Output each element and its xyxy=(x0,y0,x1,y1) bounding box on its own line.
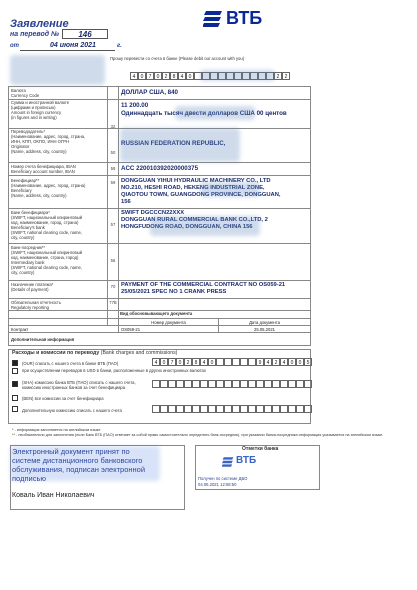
digit-cell xyxy=(152,405,160,413)
digit-cell xyxy=(160,405,168,413)
digit-cell: 7 xyxy=(168,358,176,366)
digit-cell xyxy=(216,405,224,413)
digit-cell: 0 xyxy=(138,72,146,80)
from-label: от xyxy=(10,43,19,49)
amount-label: Сумма и иностранной валюте (цифрами и прописью) Amount in foreign currency (in figures and in writing) xyxy=(11,100,70,120)
vtb-logo xyxy=(203,8,273,30)
charges-account-digits xyxy=(152,358,312,366)
form-title: Заявление xyxy=(10,18,69,30)
digit-cell: 9 xyxy=(256,358,264,366)
label-divider xyxy=(107,86,108,326)
digit-cell: 0 xyxy=(296,358,304,366)
charges-title-ru: Расходы и комиссии по переводу xyxy=(12,350,100,356)
request-date: 04 июня 2021 xyxy=(50,42,96,49)
digit-cell: 4 xyxy=(178,72,186,80)
digit-cell xyxy=(232,405,240,413)
row-divider xyxy=(8,280,311,281)
charges-title xyxy=(12,351,177,356)
digit-cell xyxy=(168,405,176,413)
digit-cell xyxy=(280,405,288,413)
digit-cell xyxy=(200,380,208,388)
digit-cell: 0 xyxy=(288,358,296,366)
beneficiary-code: 59 xyxy=(110,180,116,185)
charges-ben-checkbox[interactable] xyxy=(12,395,18,401)
digit-cell xyxy=(208,380,216,388)
digit-cell xyxy=(192,380,200,388)
charges-ben-label: (BEN) все комиссии за счет бенефициара xyxy=(22,396,104,401)
bank-code: 57 xyxy=(110,222,116,227)
vtb-stripes-icon xyxy=(222,457,234,467)
digit-cell xyxy=(184,405,192,413)
intermediary-code: 56 xyxy=(110,258,116,263)
amount-code: 32 xyxy=(110,124,116,129)
doc-table-title: Вид обосновывающего документа xyxy=(120,311,193,316)
digit-cell xyxy=(208,405,216,413)
charges-our-note-checkbox[interactable] xyxy=(12,368,18,374)
purpose-code: 70 xyxy=(110,284,116,289)
digit-cell: 8 xyxy=(170,72,178,80)
redacted-beneficiary xyxy=(200,182,260,197)
digit-cell xyxy=(192,405,200,413)
digit-cell xyxy=(288,380,296,388)
charges-title-en: (Bank charges and commissions) xyxy=(100,350,178,356)
footnote-1: * - информация заполняется на английском языке xyxy=(12,428,101,432)
originator-code: 50 xyxy=(110,150,116,155)
doc-table xyxy=(8,318,311,333)
doc-col-number: Номер документа xyxy=(119,319,219,326)
digit-cell: 7 xyxy=(146,72,154,80)
digit-cell xyxy=(272,405,280,413)
redacted-sender xyxy=(10,55,105,85)
digit-cell xyxy=(296,405,304,413)
extra-account-digits xyxy=(152,405,312,413)
digit-cell: 4 xyxy=(130,72,138,80)
digit-cell xyxy=(304,405,312,413)
digit-cell xyxy=(288,405,296,413)
doc-row-label: Контракт xyxy=(9,326,119,333)
digit-cell xyxy=(248,405,256,413)
iban-value: ACC 220010392020000375 xyxy=(121,165,199,172)
digit-cell: 2 xyxy=(282,72,290,80)
charges-our-label: (OUR) списать с нашего счета в банке ВТБ (ПАО) xyxy=(22,361,119,366)
digit-cell xyxy=(248,380,256,388)
row-divider xyxy=(8,175,311,176)
signature-stamp: Электронный документ принят по системе дистанционного банковского обслуживания, подписан электронной подписью xyxy=(12,447,146,483)
currency-value: ДОЛЛАР США, 840 xyxy=(121,89,178,96)
digit-cell xyxy=(168,380,176,388)
charges-our-checkbox[interactable] xyxy=(12,360,18,366)
digit-cell xyxy=(296,380,304,388)
bank-mark-title: Отметки банка xyxy=(242,446,279,452)
transfer-label: на перевод № xyxy=(10,31,60,38)
digit-cell xyxy=(280,380,288,388)
iban-code: 59 xyxy=(110,166,116,171)
currency-label: Валюта Currency Code xyxy=(11,88,40,98)
row-divider xyxy=(8,162,311,163)
digit-cell xyxy=(160,380,168,388)
sha-account-digits xyxy=(152,380,312,388)
beneficiary-value: DONGGUAN YIHUI HYDRAULIC MACHINERY CO., LTD NO.210, HESHI ROAD, HEKENG INDUSTRIAL ZONE, QIAOTOU TOWN, GUANGDONG PROVINCE, DONGGUAN, 156 xyxy=(121,178,281,205)
code-divider xyxy=(118,86,119,326)
bank-mark-time: 04.06.2021 12:58:50 xyxy=(198,482,237,487)
charges-our-note: при осуществлении переводов в USD в банки, расположенные в других иностранных валютах xyxy=(22,368,206,373)
bank-mark-received: Получен по системе ДБО xyxy=(198,476,248,481)
debit-note: Прошу перевести со счета в банке (Please debit our account with you) xyxy=(110,56,245,61)
signature-stamp-tint xyxy=(10,446,160,481)
row-divider xyxy=(8,298,311,299)
digit-cell: 0 xyxy=(160,358,168,366)
digit-cell xyxy=(256,405,264,413)
digit-cell xyxy=(240,405,248,413)
digit-cell: 2 xyxy=(162,72,170,80)
digit-cell xyxy=(224,405,232,413)
year-suffix: г. xyxy=(117,43,122,49)
digit-cell xyxy=(264,380,272,388)
row-divider xyxy=(8,208,311,209)
vtb-logo-text: ВТБ xyxy=(226,8,263,28)
date-line xyxy=(20,50,115,51)
redacted-account xyxy=(200,70,275,81)
transfer-number-box xyxy=(62,29,108,39)
vtb-stripes-icon xyxy=(203,11,223,27)
digit-cell xyxy=(240,358,248,366)
digit-cell: 8 xyxy=(192,358,200,366)
digit-cell xyxy=(224,358,232,366)
digit-cell xyxy=(248,358,256,366)
amount-number: 11 200.00 xyxy=(121,102,149,109)
digit-cell: 4 xyxy=(264,358,272,366)
reporting-label: Обязательная отчетность Regulatory reporting xyxy=(11,300,62,310)
iban-label: Номер счета бенефициара, IBAN Beneficiary account number, IBAN xyxy=(11,164,76,174)
digit-cell xyxy=(176,380,184,388)
row-divider xyxy=(8,243,311,244)
transfer-number: 146 xyxy=(78,30,92,39)
bank-label: Банк бенефициара* (SWIFT, национальный клиринговый код, наименование, город, страна) Beneficiary's bank (SWIFT, national clearing code, name, city, country) xyxy=(11,210,83,240)
intermediary-label: Банк-посредник** (SWIFT, национальный клиринговый код, наименование, страна, город) Intermediary bank (SWIFT, national clearing code, name, city, country) xyxy=(11,245,83,275)
digit-cell: 0 xyxy=(154,72,162,80)
redacted-originator xyxy=(120,128,240,162)
beneficiary-label: Бенефициар** (Наименование, адрес, город, страна) Beneficiary (Name, address, city, country) xyxy=(11,178,86,198)
digit-cell xyxy=(256,380,264,388)
digit-cell xyxy=(232,358,240,366)
bank-mark-logo xyxy=(222,456,272,470)
digit-cell: 0 xyxy=(208,358,216,366)
redacted-bank-address xyxy=(150,216,260,236)
digit-cell xyxy=(272,380,280,388)
digit-cell xyxy=(232,380,240,388)
digit-cell xyxy=(216,358,224,366)
originator-value: RUSSIAN FEDERATION REPUBLIC, xyxy=(121,140,226,147)
digit-cell: 5 xyxy=(304,358,312,366)
digit-cell xyxy=(216,380,224,388)
originator-label: Перевододатель* (Наименование, адрес, город, страна, ИНН, КПП, ОКПО, ИНН ОГРН Originator (Name, address, city, country) xyxy=(11,129,86,154)
charges-sha-label: (SHA) комиссию банка ВТБ (ПАО) списать с нашего счета, комиссию иностранных банков за счет бенефициара xyxy=(22,380,136,390)
digit-cell: 4 xyxy=(280,358,288,366)
signatory-name: Коваль Иван Николаевич xyxy=(12,492,95,499)
digit-cell xyxy=(224,380,232,388)
doc-col-date: Дата документа xyxy=(219,319,311,326)
bank-value: SWIFT DGCCCN22XXX DONGGUAN RURAL COMMERCIAL BANK CO.,LTD, 2 HONGFUDONG ROAD, DONGGUAN, CHINA 156 xyxy=(121,210,268,230)
charges-sha-checkbox[interactable] xyxy=(12,381,18,387)
digit-cell xyxy=(200,405,208,413)
redacted-amount xyxy=(175,106,255,120)
purpose-label: Назначение платежа* (Details of payment) xyxy=(11,282,54,292)
digit-cell xyxy=(152,380,160,388)
digit-cell: 2 xyxy=(274,72,282,80)
digit-cell xyxy=(264,405,272,413)
extra-info-label: Дополнительная информация xyxy=(11,337,75,342)
doc-row-code: OS059-21 xyxy=(119,326,219,333)
digit-cell: 2 xyxy=(184,358,192,366)
digit-cell: 0 xyxy=(186,72,194,80)
digit-cell: 4 xyxy=(200,358,208,366)
digit-cell xyxy=(240,380,248,388)
digit-cell: 0 xyxy=(176,358,184,366)
digit-cell: 2 xyxy=(272,358,280,366)
digit-cell xyxy=(176,405,184,413)
digit-cell xyxy=(184,380,192,388)
doc-row-date: 25.05.2021 xyxy=(219,326,311,333)
charges-extra-label: Дополнительную комиссию списать с нашего счета xyxy=(22,408,122,413)
digit-cell: 4 xyxy=(152,358,160,366)
bank-mark-logo-text: ВТБ xyxy=(236,455,257,466)
charges-extra-checkbox[interactable] xyxy=(12,406,18,412)
purpose-value: PAYMENT OF THE COMMERCIAL CONTRACT NO OS059-21 25/05/2021 SPEC NO 1 CRANK PRESS xyxy=(121,282,286,295)
footnote-2: ** - необязательно для заполнения (если Банк ВТБ (ПАО) отвечает за собой право самостоятельно определять банк-посредник), при указании банка-посредника информация указывается на английском языке. xyxy=(12,433,384,437)
reporting-code: 77B xyxy=(109,300,117,305)
amount-words: Одиннадцать тысяч двести долларов США 00 центов xyxy=(121,110,287,117)
digit-cell xyxy=(304,380,312,388)
